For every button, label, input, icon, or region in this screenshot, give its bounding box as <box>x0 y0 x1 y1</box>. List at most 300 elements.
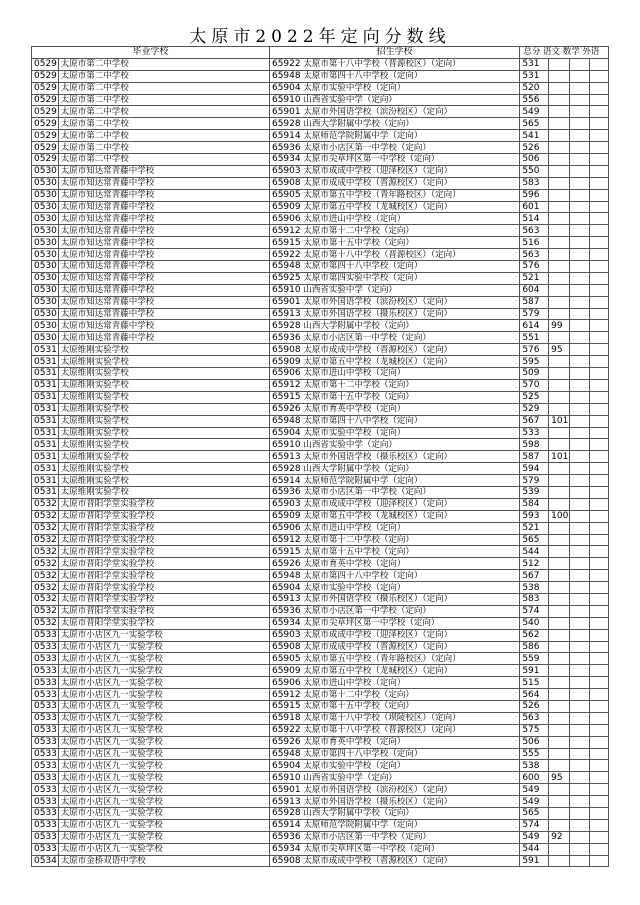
admit-school <box>269 558 519 570</box>
math-score <box>569 177 590 189</box>
math-score <box>569 225 590 237</box>
chinese-score <box>549 748 570 760</box>
admit-school <box>269 689 519 701</box>
admit-code: 65922 <box>271 725 301 736</box>
admit-code: 65913 <box>271 451 301 462</box>
admit-school <box>269 522 519 534</box>
grad-school: 太原市知达常青藤中学校 <box>58 284 269 296</box>
chinese-score <box>549 237 570 249</box>
grad-code: 0533 <box>32 831 59 843</box>
math-score <box>569 368 590 380</box>
grad-school: 太原市晋阳学堂实验学校 <box>58 522 269 534</box>
admit-code: 65948 <box>271 748 301 759</box>
grad-code: 0530 <box>32 308 59 320</box>
foreign-score <box>590 665 609 677</box>
admit-school-name: 太原市第十二中学校（定向） <box>303 534 414 545</box>
chinese-score <box>549 712 570 724</box>
chinese-score <box>549 808 570 820</box>
admit-school-name: 太原市第五中学校（青年路校区）（定向） <box>303 190 461 201</box>
chinese-score <box>549 189 570 201</box>
admit-code: 65901 <box>271 784 301 795</box>
grad-school: 太原维刚实验学校 <box>58 451 269 463</box>
grad-school: 太原维刚实验学校 <box>58 368 269 380</box>
admit-school <box>269 439 519 451</box>
total-score: 600 <box>520 772 549 784</box>
grad-school: 太原市第二中学校 <box>58 70 269 82</box>
foreign-score <box>590 201 609 213</box>
table-row <box>32 130 609 142</box>
foreign-score <box>590 498 609 510</box>
total-score: 596 <box>520 189 549 201</box>
math-score <box>569 142 590 154</box>
admit-school <box>269 665 519 677</box>
grad-code: 0530 <box>32 320 59 332</box>
admit-code: 65906 <box>271 213 301 224</box>
admit-school-name: 太原市外国语学校（摄乐校区）（定向） <box>303 451 453 462</box>
math-score <box>569 189 590 201</box>
grad-school: 太原维刚实验学校 <box>58 463 269 475</box>
admit-school <box>269 296 519 308</box>
grad-code: 0531 <box>32 356 59 368</box>
total-score: 520 <box>520 82 549 94</box>
math-score <box>569 700 590 712</box>
total-score: 579 <box>520 475 549 487</box>
foreign-score <box>590 772 609 784</box>
chinese-score <box>549 272 570 284</box>
total-score: 544 <box>520 843 549 855</box>
grad-code: 0530 <box>32 296 59 308</box>
admit-school-name: 太原市小店区第一中学校（定向） <box>303 142 431 153</box>
admit-code: 65903 <box>271 166 301 177</box>
admit-school-name: 太原市外国语学校（摄乐校区）（定向） <box>303 796 453 807</box>
admit-school-name: 太原市第五中学校（青年路校区）（定向） <box>303 653 461 664</box>
grad-code: 0531 <box>32 379 59 391</box>
admit-school <box>269 225 519 237</box>
grad-code: 0531 <box>32 486 59 498</box>
grad-school: 太原市小店区九一实验学校 <box>58 831 269 843</box>
admit-code: 65926 <box>271 737 301 748</box>
admit-school-name: 太原市第十五中学校（定向） <box>303 546 414 557</box>
math-score <box>569 296 590 308</box>
grad-code: 0533 <box>32 772 59 784</box>
foreign-score <box>590 356 609 368</box>
score-table <box>31 46 609 867</box>
admit-school-name: 太原市小店区第一中学校（定向） <box>303 487 431 498</box>
admit-school <box>269 451 519 463</box>
table-row <box>32 700 609 712</box>
chinese-score <box>549 546 570 558</box>
total-score: 529 <box>520 403 549 415</box>
admit-school-name: 太原市第五中学校（龙城校区）（定向） <box>303 511 453 522</box>
admit-school-name: 太原市小店区第一中学校（定向） <box>303 832 431 843</box>
table-row <box>32 463 609 475</box>
chinese-score <box>549 379 570 391</box>
admit-code: 65948 <box>271 416 301 427</box>
admit-school <box>269 712 519 724</box>
grad-code: 0530 <box>32 237 59 249</box>
grad-school: 太原市小店区九一实验学校 <box>58 843 269 855</box>
admit-school-name: 太原市第十二中学校（定向） <box>303 225 414 236</box>
math-score <box>569 427 590 439</box>
grad-code: 0533 <box>32 736 59 748</box>
math-score <box>569 82 590 94</box>
table-row <box>32 177 609 189</box>
math-score <box>569 570 590 582</box>
table-row <box>32 272 609 284</box>
grad-code: 0534 <box>32 855 59 867</box>
grad-school: 太原市知达常青藤中学校 <box>58 272 269 284</box>
math-score <box>569 712 590 724</box>
admit-school <box>269 165 519 177</box>
grad-code: 0530 <box>32 189 59 201</box>
admit-code: 65910 <box>271 772 301 783</box>
admit-school <box>269 368 519 380</box>
grad-school: 太原市小店区九一实验学校 <box>58 736 269 748</box>
grad-school: 太原市小店区九一实验学校 <box>58 653 269 665</box>
total-score: 567 <box>520 570 549 582</box>
admit-school <box>269 130 519 142</box>
table-row <box>32 70 609 82</box>
grad-code: 0529 <box>32 82 59 94</box>
admit-school-name: 太原市进山中学校（定向） <box>303 523 406 534</box>
admit-school-name: 太原市成成中学校（迎泽校区）（定向） <box>303 166 453 177</box>
chinese-score <box>549 653 570 665</box>
chinese-score <box>549 570 570 582</box>
grad-school: 太原市晋阳学堂实验学校 <box>58 546 269 558</box>
grad-school: 太原市小店区九一实验学校 <box>58 641 269 653</box>
grad-code: 0533 <box>32 712 59 724</box>
table-row <box>32 558 609 570</box>
table-row <box>32 641 609 653</box>
table-header-row <box>32 47 609 59</box>
total-score: 550 <box>520 165 549 177</box>
admit-school <box>269 332 519 344</box>
admit-school-name: 太原市进山中学校（定向） <box>303 677 406 688</box>
chinese-score <box>549 760 570 772</box>
admit-school-name: 太原市外国语学校（摄乐校区）（定向） <box>303 594 453 605</box>
table-row <box>32 498 609 510</box>
chinese-score <box>549 558 570 570</box>
grad-code: 0532 <box>32 582 59 594</box>
total-score: 598 <box>520 439 549 451</box>
admit-code: 65901 <box>271 106 301 117</box>
admit-school <box>269 736 519 748</box>
foreign-score <box>590 70 609 82</box>
admit-code: 65922 <box>271 249 301 260</box>
admit-school <box>269 320 519 332</box>
admit-school <box>269 582 519 594</box>
table-row <box>32 831 609 843</box>
math-score <box>569 855 590 867</box>
admit-code: 65908 <box>271 344 301 355</box>
total-score: 591 <box>520 855 549 867</box>
math-score <box>569 760 590 772</box>
admit-school-name: 太原市第四十八中学校（定向） <box>303 570 423 581</box>
table-row <box>32 58 609 70</box>
admit-school-name: 太原市第十五中学校（定向） <box>303 237 414 248</box>
admit-school <box>269 760 519 772</box>
math-score <box>569 689 590 701</box>
chinese-score <box>549 213 570 225</box>
admit-school-name: 太原师范学院附属中学（定向） <box>303 475 423 486</box>
chinese-score <box>549 855 570 867</box>
grad-school: 太原市知达常青藤中学校 <box>58 308 269 320</box>
grad-code: 0532 <box>32 558 59 570</box>
admit-code: 65905 <box>271 190 301 201</box>
grad-school: 太原维刚实验学校 <box>58 427 269 439</box>
total-score: 526 <box>520 700 549 712</box>
foreign-score <box>590 819 609 831</box>
admit-school <box>269 475 519 487</box>
foreign-score <box>590 439 609 451</box>
chinese-score <box>549 118 570 130</box>
total-score: 563 <box>520 225 549 237</box>
admit-code: 65909 <box>271 356 301 367</box>
table-row <box>32 510 609 522</box>
admit-school-name: 山西省实验中学（定向） <box>303 95 397 105</box>
admit-code: 65936 <box>271 832 301 843</box>
table-row <box>32 94 609 106</box>
table-row <box>32 320 609 332</box>
total-score: 574 <box>520 605 549 617</box>
grad-code: 0530 <box>32 332 59 344</box>
grad-school: 太原市第二中学校 <box>58 142 269 154</box>
admit-school <box>269 308 519 320</box>
foreign-score <box>590 368 609 380</box>
admit-code: 65915 <box>271 546 301 557</box>
grad-school: 太原市小店区九一实验学校 <box>58 784 269 796</box>
admit-code: 65910 <box>271 285 301 296</box>
admit-school-name: 太原市第五中学校（龙城校区）（定向） <box>303 356 453 367</box>
table-row <box>32 427 609 439</box>
admit-code: 65908 <box>271 641 301 652</box>
chinese-score <box>549 629 570 641</box>
admit-code: 65915 <box>271 237 301 248</box>
grad-code: 0531 <box>32 368 59 380</box>
admit-code: 65914 <box>271 475 301 486</box>
chinese-score <box>549 308 570 320</box>
grad-school: 太原市知达常青藤中学校 <box>58 225 269 237</box>
chinese-score <box>549 486 570 498</box>
math-score <box>569 379 590 391</box>
admit-code: 65948 <box>271 71 301 82</box>
foreign-score <box>590 486 609 498</box>
total-score: 584 <box>520 498 549 510</box>
admit-school <box>269 653 519 665</box>
foreign-score <box>590 831 609 843</box>
total-score: 570 <box>520 379 549 391</box>
total-score: 541 <box>520 130 549 142</box>
grad-school: 太原市小店区九一实验学校 <box>58 760 269 772</box>
grad-code: 0531 <box>32 415 59 427</box>
header-admit-school: 招生学校 <box>269 47 519 59</box>
foreign-score <box>590 653 609 665</box>
admit-code: 65928 <box>271 118 301 129</box>
admit-school <box>269 629 519 641</box>
total-score: 525 <box>520 391 549 403</box>
grad-school: 太原市晋阳学堂实验学校 <box>58 570 269 582</box>
admit-school <box>269 154 519 166</box>
grad-school: 太原维刚实验学校 <box>58 391 269 403</box>
admit-school <box>269 772 519 784</box>
math-score <box>569 118 590 130</box>
admit-school <box>269 605 519 617</box>
foreign-score <box>590 677 609 689</box>
math-score <box>569 605 590 617</box>
grad-school: 太原市知达常青藤中学校 <box>58 249 269 261</box>
admit-code: 65903 <box>271 499 301 510</box>
admit-school-name: 山西大学附属中学校（定向） <box>303 320 414 331</box>
admit-school-name: 太原市育英中学校（定向） <box>303 737 406 748</box>
foreign-score <box>590 451 609 463</box>
table-row <box>32 284 609 296</box>
admit-code: 65906 <box>271 523 301 534</box>
admit-school <box>269 796 519 808</box>
grad-school: 太原市知达常青藤中学校 <box>58 296 269 308</box>
grad-school: 太原市晋阳学堂实验学校 <box>58 498 269 510</box>
table-body <box>32 58 609 867</box>
grad-school: 太原市知达常青藤中学校 <box>58 165 269 177</box>
chinese-score <box>549 427 570 439</box>
grad-school: 太原市小店区九一实验学校 <box>58 724 269 736</box>
table-row <box>32 796 609 808</box>
chinese-score: 101 <box>549 451 570 463</box>
total-score: 544 <box>520 546 549 558</box>
grad-school: 太原市晋阳学堂实验学校 <box>58 617 269 629</box>
grad-code: 0531 <box>32 463 59 475</box>
chinese-score <box>549 700 570 712</box>
admit-code: 65922 <box>271 59 301 70</box>
foreign-score <box>590 272 609 284</box>
math-score <box>569 237 590 249</box>
table-row <box>32 142 609 154</box>
foreign-score <box>590 225 609 237</box>
grad-code: 0531 <box>32 439 59 451</box>
admit-code: 65915 <box>271 392 301 403</box>
admit-code: 65913 <box>271 309 301 320</box>
admit-school <box>269 843 519 855</box>
admit-school <box>269 189 519 201</box>
total-score: 521 <box>520 522 549 534</box>
admit-school <box>269 617 519 629</box>
foreign-score <box>590 748 609 760</box>
total-score: 567 <box>520 415 549 427</box>
grad-code: 0530 <box>32 177 59 189</box>
math-score <box>569 58 590 70</box>
admit-code: 65914 <box>271 130 301 141</box>
admit-code: 65904 <box>271 427 301 438</box>
chinese-score <box>549 498 570 510</box>
admit-school-name: 太原市育英中学校（定向） <box>303 558 406 569</box>
chinese-score <box>549 106 570 118</box>
table-row <box>32 724 609 736</box>
admit-school-name: 太原市第四十八中学校（定向） <box>303 71 423 82</box>
grad-school: 太原维刚实验学校 <box>58 486 269 498</box>
admit-school-name: 太原市第十五中学校（定向） <box>303 701 414 712</box>
math-score <box>569 261 590 273</box>
total-score: 587 <box>520 296 549 308</box>
foreign-score <box>590 593 609 605</box>
admit-school <box>269 82 519 94</box>
grad-school: 太原市第二中学校 <box>58 118 269 130</box>
total-score: 579 <box>520 308 549 320</box>
grad-code: 0532 <box>32 593 59 605</box>
admit-school <box>269 94 519 106</box>
grad-code: 0531 <box>32 451 59 463</box>
admit-code: 65908 <box>271 856 301 866</box>
admit-code: 65936 <box>271 332 301 343</box>
grad-school: 太原市知达常青藤中学校 <box>58 332 269 344</box>
grad-school: 太原市知达常青藤中学校 <box>58 201 269 213</box>
admit-school-name: 太原市第十八中学校（晋源校区）（定向） <box>303 249 461 260</box>
table-row <box>32 189 609 201</box>
grad-code: 0533 <box>32 796 59 808</box>
admit-code: 65918 <box>271 713 301 724</box>
chinese-score: 101 <box>549 415 570 427</box>
total-score: 564 <box>520 689 549 701</box>
chinese-score <box>549 593 570 605</box>
admit-code: 65925 <box>271 273 301 284</box>
admit-code: 65905 <box>271 653 301 664</box>
math-score <box>569 356 590 368</box>
admit-school-name: 山西大学附属中学校（定向） <box>303 808 414 819</box>
grad-school: 太原维刚实验学校 <box>58 439 269 451</box>
math-score <box>569 486 590 498</box>
grad-code: 0533 <box>32 653 59 665</box>
grad-code: 0531 <box>32 427 59 439</box>
math-score <box>569 629 590 641</box>
admit-school <box>269 379 519 391</box>
math-score <box>569 391 590 403</box>
grad-school: 太原市晋阳学堂实验学校 <box>58 582 269 594</box>
admit-code: 65912 <box>271 225 301 236</box>
table-row <box>32 379 609 391</box>
grad-code: 0529 <box>32 106 59 118</box>
grad-code: 0533 <box>32 748 59 760</box>
grad-code: 0529 <box>32 94 59 106</box>
grad-code: 0533 <box>32 641 59 653</box>
table-row <box>32 368 609 380</box>
math-score <box>569 653 590 665</box>
math-score <box>569 831 590 843</box>
chinese-score <box>549 475 570 487</box>
admit-school-name: 太原市实验中学校（定向） <box>303 427 406 438</box>
admit-school-name: 太原市尖草坪区第一中学校（定向） <box>303 618 440 629</box>
math-score <box>569 415 590 427</box>
math-score <box>569 272 590 284</box>
grad-code: 0532 <box>32 546 59 558</box>
table-row <box>32 677 609 689</box>
chinese-score <box>549 94 570 106</box>
foreign-score <box>590 403 609 415</box>
foreign-score <box>590 808 609 820</box>
table-row <box>32 475 609 487</box>
admit-school-name: 太原市第十八中学校（晋源校区）（定向） <box>303 59 461 70</box>
chinese-score <box>549 403 570 415</box>
table-row <box>32 582 609 594</box>
grad-code: 0533 <box>32 808 59 820</box>
grad-school: 太原市知达常青藤中学校 <box>58 189 269 201</box>
admit-school <box>269 201 519 213</box>
chinese-score <box>549 177 570 189</box>
chinese-score <box>549 368 570 380</box>
grad-code: 0530 <box>32 225 59 237</box>
grad-code: 0530 <box>32 249 59 261</box>
table-row <box>32 819 609 831</box>
admit-code: 65936 <box>271 142 301 153</box>
chinese-score <box>549 522 570 534</box>
grad-school: 太原市小店区九一实验学校 <box>58 712 269 724</box>
